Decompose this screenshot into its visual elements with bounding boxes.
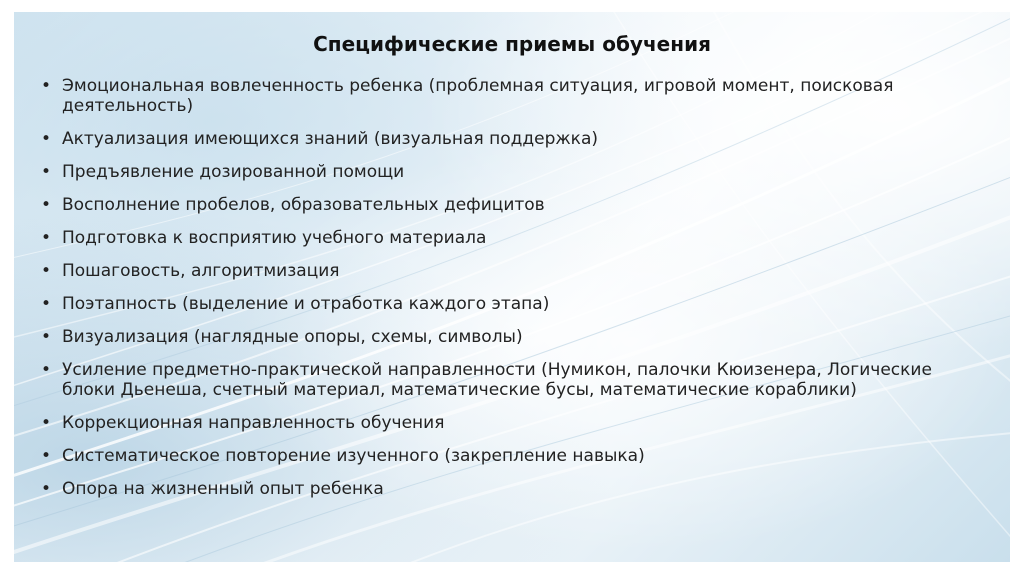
list-item-text: Актуализация имеющихся знаний (визуальная поддержка) (62, 129, 598, 149)
list-item (38, 228, 978, 248)
bullet-icon: • (41, 446, 52, 466)
list-item (38, 294, 978, 314)
list-item-text: Эмоциональная вовлеченность ребенка (проблемная ситуация, игровой момент, поисковая деятельность) (62, 76, 894, 116)
list-item-text: Предъявление дозированной помощи (62, 162, 405, 182)
list-item-text: Систематическое повторение изученного (закрепление навыка) (62, 446, 645, 466)
bullet-icon: • (41, 129, 52, 149)
bullet-icon: • (41, 327, 52, 347)
bullet-icon: • (41, 162, 52, 182)
list-item-text: Опора на жизненный опыт ребенка (62, 479, 384, 499)
list-item (38, 446, 978, 466)
bullet-icon: • (41, 261, 52, 281)
slide (14, 12, 1010, 562)
list-item (38, 327, 978, 347)
list-item (38, 129, 978, 149)
bullet-list (38, 76, 978, 512)
list-item (38, 162, 978, 182)
list-item-text: Пошаговость, алгоритмизация (62, 261, 340, 281)
list-item (38, 261, 978, 281)
list-item-text: Восполнение пробелов, образовательных дефицитов (62, 195, 545, 215)
bullet-icon: • (41, 360, 52, 380)
list-item-text: Визуализация (наглядные опоры, схемы, символы) (62, 327, 523, 347)
bullet-icon: • (41, 195, 52, 215)
bullet-icon: • (41, 479, 52, 499)
list-item (38, 413, 978, 433)
list-item-text: Коррекционная направленность обучения (62, 413, 445, 433)
list-item (38, 479, 978, 499)
bullet-icon: • (41, 294, 52, 314)
list-item-text: Усиление предметно-практической направленности (Нумикон, палочки Кюизенера, Логические блоки Дьенеша, счетный материал, математические бусы, математические кораблики) (62, 360, 932, 400)
list-item (38, 360, 978, 400)
list-item-text: Поэтапность (выделение и отработка каждого этапа) (62, 294, 550, 314)
bullet-icon: • (41, 76, 52, 96)
bullet-icon: • (41, 413, 52, 433)
bullet-icon: • (41, 228, 52, 248)
list-item-text: Подготовка к восприятию учебного материала (62, 228, 487, 248)
slide-title: Специфические приемы обучения (313, 32, 711, 56)
list-item (38, 195, 978, 215)
list-item (38, 76, 978, 116)
